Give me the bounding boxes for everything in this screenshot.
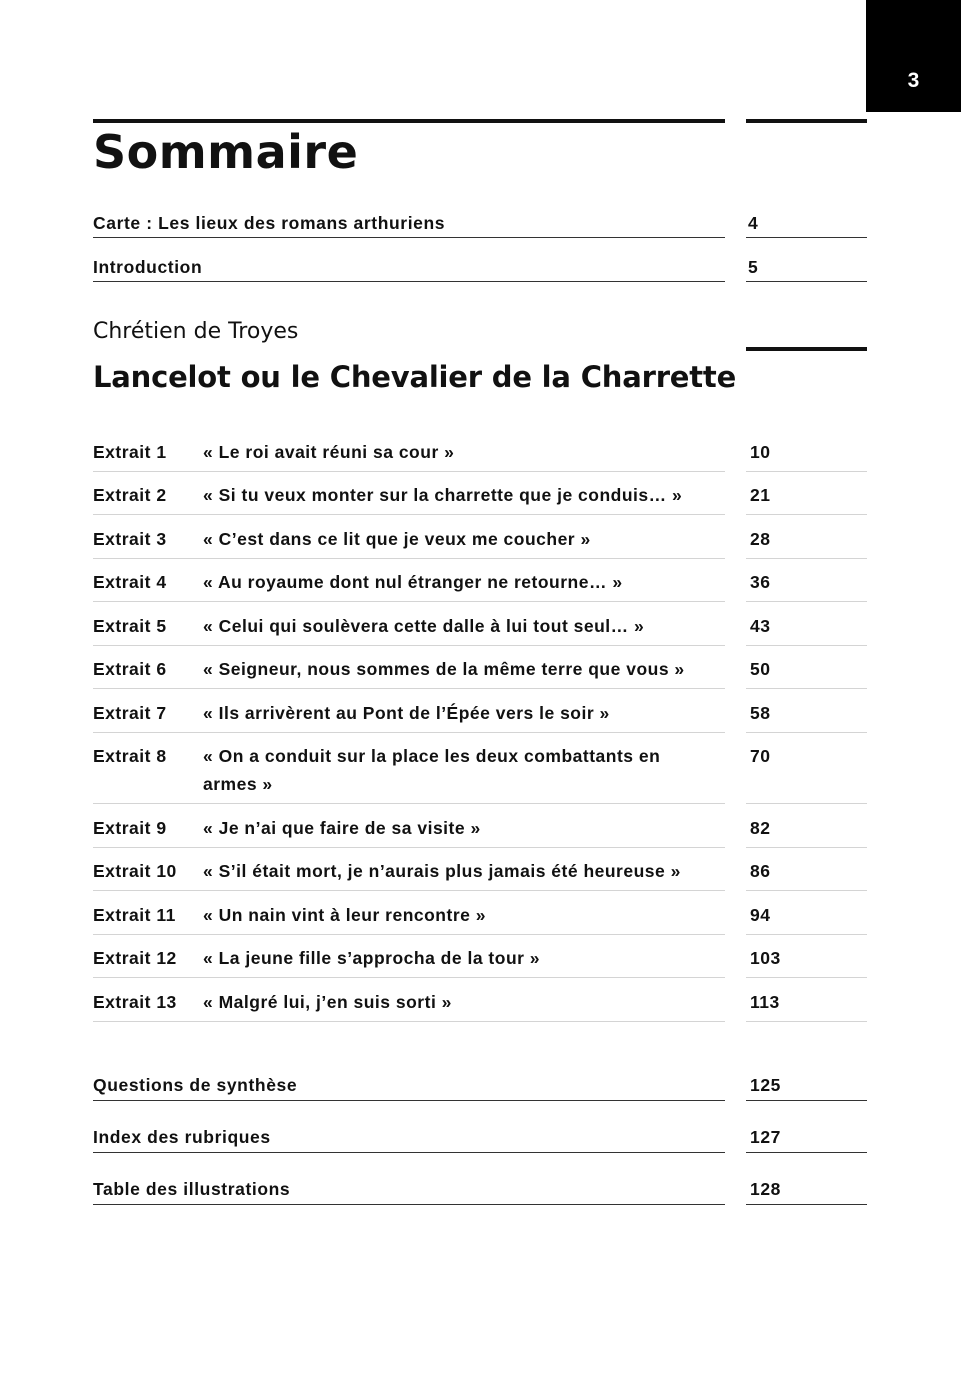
extract-quote[interactable]: « Malgré lui, j’en suis sorti » bbox=[203, 992, 452, 1012]
work-title: Lancelot ou le Chevalier de la Charrette bbox=[93, 360, 737, 394]
back-item-illustrations-label[interactable]: Table des illustrations bbox=[93, 1179, 291, 1199]
extract-quote[interactable]: « On a conduit sur la place les deux combattants en armes » bbox=[203, 746, 661, 794]
extract-page[interactable]: 82 bbox=[750, 818, 771, 838]
front-item-map-page[interactable]: 4 bbox=[748, 213, 759, 233]
divider bbox=[746, 1100, 867, 1101]
row-divider bbox=[746, 847, 867, 848]
row-divider bbox=[93, 601, 725, 602]
back-item-illustrations-page[interactable]: 128 bbox=[750, 1179, 781, 1199]
row-divider bbox=[746, 890, 867, 891]
author-name: Chrétien de Troyes bbox=[93, 319, 299, 344]
work-rule-right bbox=[746, 347, 867, 351]
back-item-index-page[interactable]: 127 bbox=[750, 1127, 781, 1147]
row-divider bbox=[746, 601, 867, 602]
extract-page[interactable]: 28 bbox=[750, 529, 771, 549]
extract-label[interactable]: Extrait 9 bbox=[93, 818, 167, 838]
extract-quote[interactable]: « Celui qui soulèvera cette dalle à lui tout seul… » bbox=[203, 616, 645, 636]
extract-page[interactable]: 36 bbox=[750, 572, 771, 592]
row-divider bbox=[93, 645, 725, 646]
page-number: 3 bbox=[866, 0, 961, 112]
row-divider bbox=[746, 977, 867, 978]
divider bbox=[93, 281, 725, 282]
extract-page[interactable]: 113 bbox=[750, 992, 780, 1012]
extract-label[interactable]: Extrait 11 bbox=[93, 905, 176, 925]
extract-quote[interactable]: « Ils arrivèrent au Pont de l’Épée vers le soir » bbox=[203, 703, 610, 723]
divider bbox=[746, 281, 867, 282]
title-rule-left bbox=[93, 119, 725, 123]
row-divider bbox=[93, 732, 725, 733]
row-divider bbox=[746, 514, 867, 515]
divider bbox=[93, 237, 725, 238]
divider bbox=[746, 1152, 867, 1153]
back-item-index-label[interactable]: Index des rubriques bbox=[93, 1127, 271, 1147]
extract-page[interactable]: 50 bbox=[750, 659, 771, 679]
row-divider bbox=[746, 558, 867, 559]
row-divider bbox=[746, 934, 867, 935]
extract-page[interactable]: 10 bbox=[750, 442, 771, 462]
front-item-introduction-label[interactable]: Introduction bbox=[93, 257, 203, 277]
row-divider bbox=[746, 1021, 867, 1022]
extract-quote[interactable]: « Au royaume dont nul étranger ne retourne… » bbox=[203, 572, 623, 592]
extract-label[interactable]: Extrait 8 bbox=[93, 746, 167, 766]
page-title: Sommaire bbox=[93, 125, 359, 179]
back-item-synthesis-page[interactable]: 125 bbox=[750, 1075, 781, 1095]
extract-quote[interactable]: « C’est dans ce lit que je veux me coucher » bbox=[203, 529, 591, 549]
extract-label[interactable]: Extrait 4 bbox=[93, 572, 167, 592]
extract-label[interactable]: Extrait 12 bbox=[93, 948, 177, 968]
front-item-introduction-page[interactable]: 5 bbox=[748, 257, 759, 277]
row-divider bbox=[93, 471, 725, 472]
divider bbox=[746, 1204, 867, 1205]
extract-label[interactable]: Extrait 3 bbox=[93, 529, 167, 549]
row-divider bbox=[93, 934, 725, 935]
row-divider bbox=[93, 1021, 725, 1022]
row-divider bbox=[93, 514, 725, 515]
extract-label[interactable]: Extrait 5 bbox=[93, 616, 167, 636]
extract-quote[interactable]: « S’il était mort, je n’aurais plus jamais été heureuse » bbox=[203, 861, 681, 881]
row-divider bbox=[93, 890, 725, 891]
extract-quote[interactable]: « La jeune fille s’approcha de la tour » bbox=[203, 948, 541, 968]
extract-quote[interactable]: « Un nain vint à leur rencontre » bbox=[203, 905, 486, 925]
divider bbox=[93, 1100, 725, 1101]
extract-label[interactable]: Extrait 1 bbox=[93, 442, 167, 462]
divider bbox=[746, 237, 867, 238]
row-divider bbox=[746, 471, 867, 472]
extract-quote[interactable]: « Seigneur, nous sommes de la même terre que vous » bbox=[203, 659, 685, 679]
row-divider bbox=[746, 732, 867, 733]
extract-page[interactable]: 21 bbox=[750, 485, 771, 505]
extract-label[interactable]: Extrait 6 bbox=[93, 659, 167, 679]
title-rule-right bbox=[746, 119, 867, 123]
extract-label[interactable]: Extrait 2 bbox=[93, 485, 167, 505]
divider bbox=[93, 1204, 725, 1205]
row-divider bbox=[746, 688, 867, 689]
extract-page[interactable]: 70 bbox=[750, 746, 771, 766]
divider bbox=[93, 1152, 725, 1153]
extract-quote[interactable]: « Le roi avait réuni sa cour » bbox=[203, 442, 455, 462]
extract-label[interactable]: Extrait 7 bbox=[93, 703, 167, 723]
row-divider bbox=[93, 803, 725, 804]
extract-quote[interactable]: « Je n’ai que faire de sa visite » bbox=[203, 818, 481, 838]
back-item-synthesis-label[interactable]: Questions de synthèse bbox=[93, 1075, 298, 1095]
extract-page[interactable]: 86 bbox=[750, 861, 771, 881]
row-divider bbox=[93, 688, 725, 689]
extract-page[interactable]: 43 bbox=[750, 616, 771, 636]
row-divider bbox=[93, 558, 725, 559]
extract-page[interactable]: 58 bbox=[750, 703, 771, 723]
extract-page[interactable]: 94 bbox=[750, 905, 771, 925]
row-divider bbox=[746, 645, 867, 646]
extract-page[interactable]: 103 bbox=[750, 948, 781, 968]
row-divider bbox=[93, 977, 725, 978]
extract-label[interactable]: Extrait 10 bbox=[93, 861, 177, 881]
row-divider bbox=[746, 803, 867, 804]
extract-label[interactable]: Extrait 13 bbox=[93, 992, 177, 1012]
extract-quote[interactable]: « Si tu veux monter sur la charrette que je conduis… » bbox=[203, 485, 683, 505]
row-divider bbox=[93, 847, 725, 848]
front-item-map-label[interactable]: Carte : Les lieux des romans arthuriens bbox=[93, 213, 446, 233]
